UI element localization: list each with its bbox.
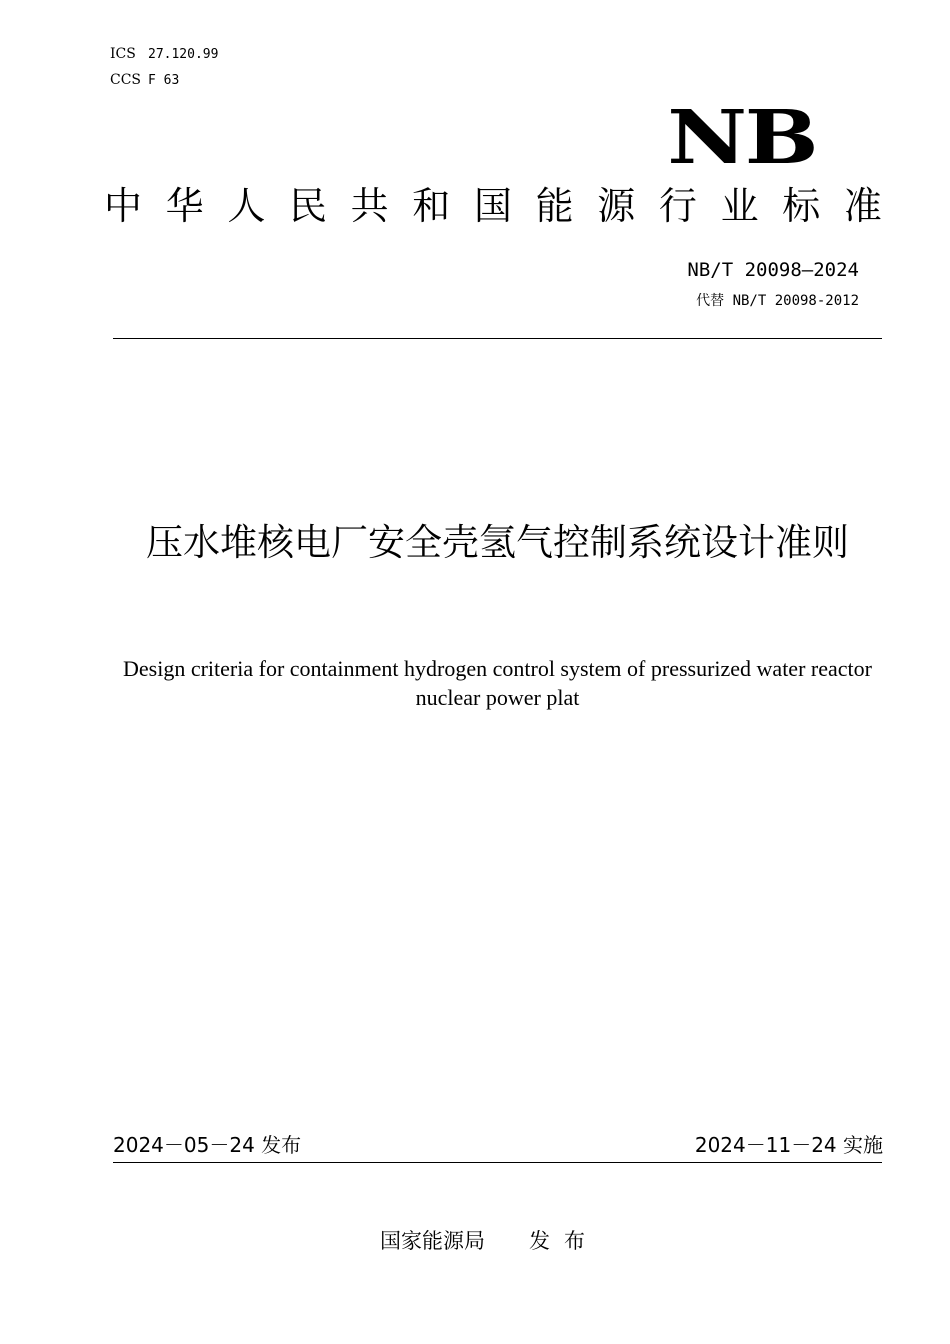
- issue-date: 2024－05－24 发布: [113, 1133, 302, 1157]
- title-english: Design criteria for containment hydrogen control system of pressurized water reactor nuclear power plat: [123, 656, 872, 710]
- standard-name-char: 和: [412, 184, 451, 228]
- standard-name-char: 人: [227, 184, 266, 228]
- standard-name-char: 源: [597, 184, 636, 228]
- standard-category-name: [104, 183, 882, 229]
- ccs-code: F 63: [148, 73, 180, 88]
- footer-divider: [113, 1162, 882, 1163]
- standard-name-char: 共: [350, 184, 389, 228]
- nb-logo: NB: [667, 95, 816, 181]
- standard-name-char: 国: [473, 184, 512, 228]
- standard-name-char: 行: [658, 184, 697, 228]
- header-divider: [113, 338, 882, 339]
- issuer-name: 国家能源局: [380, 1229, 485, 1253]
- issuer: [380, 1227, 599, 1255]
- standard-name-char: 业: [720, 184, 759, 228]
- ccs-row: [110, 71, 179, 90]
- ics-row: [110, 45, 218, 64]
- standard-name-char: 民: [288, 184, 327, 228]
- standard-name-char: 准: [843, 184, 882, 228]
- ics-label: ICS: [110, 46, 136, 62]
- issuer-action: 发布: [529, 1229, 599, 1253]
- standard-name-char: 能: [535, 184, 574, 228]
- replaced-standard: 代替 NB/T 20098-2012: [696, 293, 859, 309]
- standard-name-char: 标: [782, 184, 821, 228]
- standard-name-char: 中: [104, 184, 143, 228]
- implementation-date: 2024－11－24 实施: [694, 1133, 883, 1157]
- standard-name-char: 华: [165, 184, 204, 228]
- ics-code: 27.120.99: [148, 47, 219, 62]
- title-chinese: 压水堆核电厂安全壳氢气控制系统设计准则: [146, 521, 849, 564]
- ccs-label: CCS: [110, 72, 142, 88]
- standard-number: NB/T 20098—2024: [687, 259, 859, 281]
